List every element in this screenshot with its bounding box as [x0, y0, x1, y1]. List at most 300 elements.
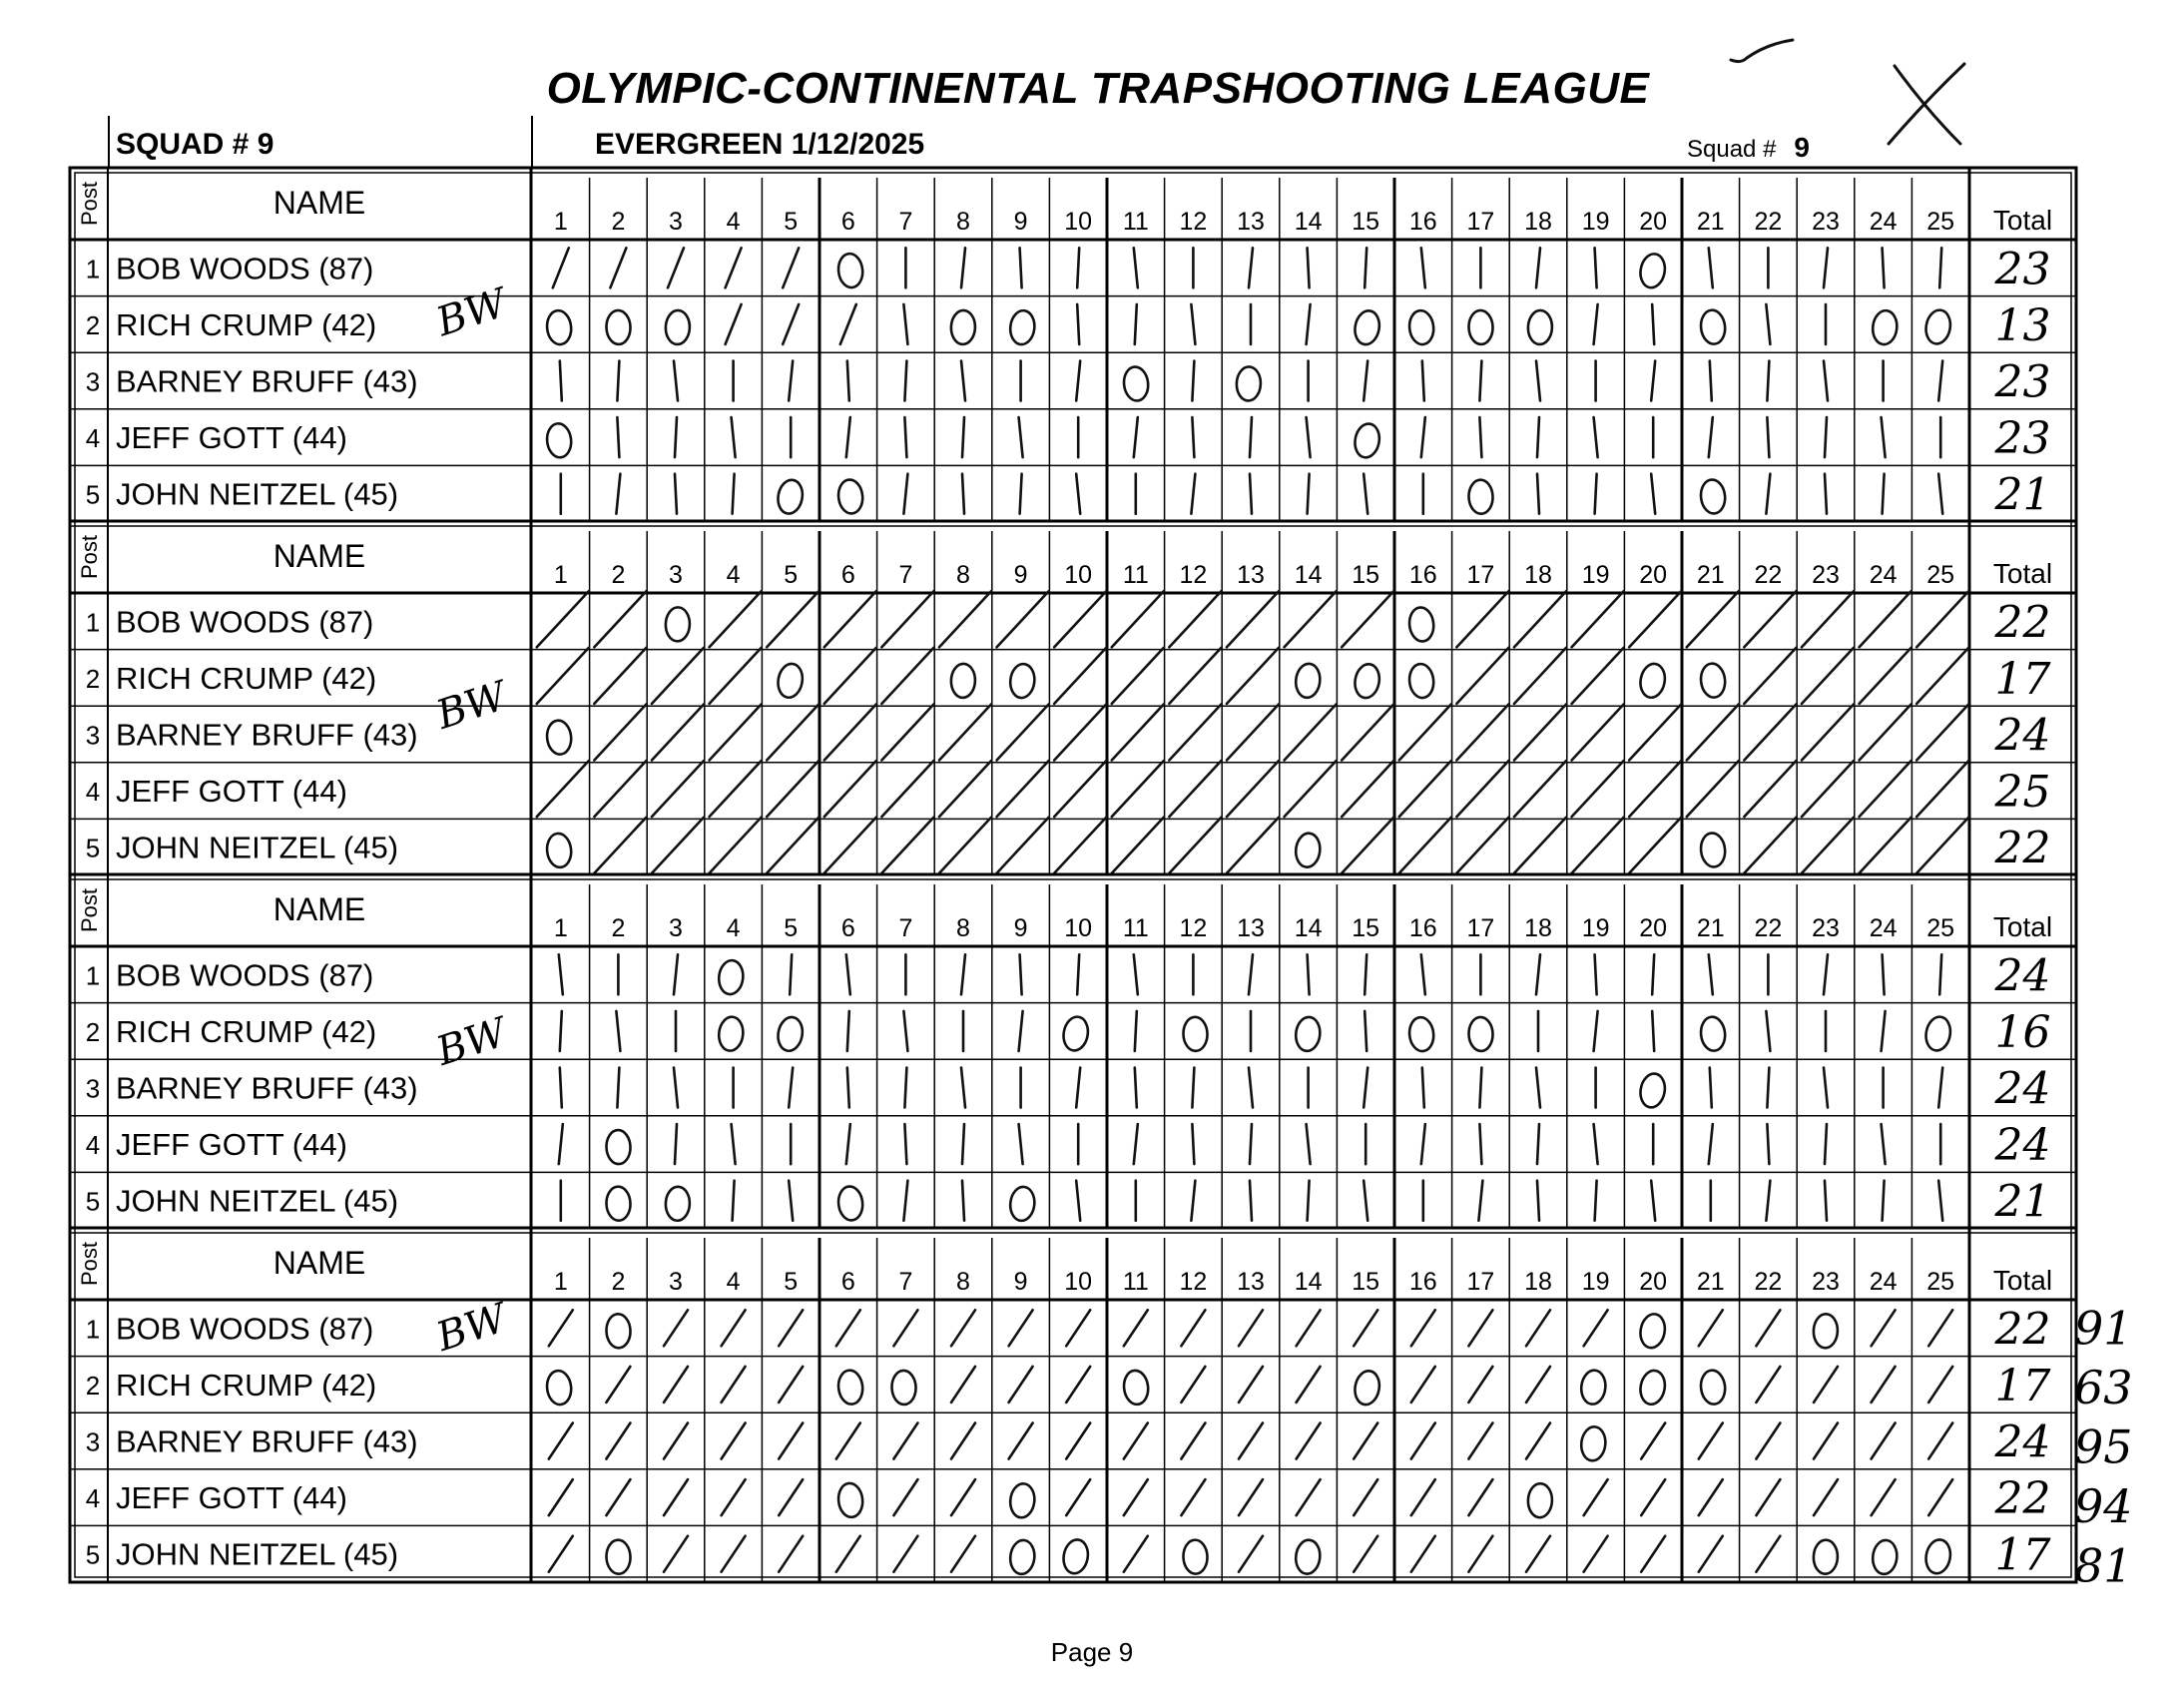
- hit-mark: [1536, 361, 1540, 401]
- name-header: NAME: [273, 538, 366, 574]
- target-number-8: 8: [956, 1268, 970, 1296]
- hit-mark: [1411, 1423, 1435, 1459]
- hit-mark: [606, 1423, 630, 1459]
- hit-mark: [1479, 1068, 1481, 1108]
- row-total: 24: [1994, 1120, 2051, 1172]
- hit-mark: [674, 954, 678, 994]
- target-number-18: 18: [1524, 1268, 1552, 1296]
- hit-mark: [1227, 705, 1279, 761]
- target-number-12: 12: [1179, 914, 1208, 942]
- hit-mark: [1916, 591, 1968, 647]
- hit-mark: [1767, 417, 1769, 457]
- hit-mark: [1066, 1479, 1090, 1515]
- hit-mark: [962, 1124, 964, 1164]
- target-number-3: 3: [669, 561, 683, 589]
- hit-mark: [1422, 1068, 1424, 1108]
- hit-mark: [1354, 1479, 1377, 1515]
- hit-mark: [1938, 474, 1942, 514]
- hit-mark: [1191, 474, 1195, 514]
- hit-mark: [1421, 417, 1425, 457]
- hit-mark: [664, 1479, 688, 1515]
- hit-mark: [1239, 1423, 1263, 1459]
- target-number-10: 10: [1064, 561, 1093, 589]
- post-number: 4: [85, 423, 101, 454]
- hit-mark: [1250, 1124, 1252, 1164]
- miss-mark: [1295, 663, 1322, 699]
- shooter-name: BOB WOODS (87): [116, 604, 374, 640]
- hit-mark: [1641, 1479, 1665, 1515]
- post-number: 2: [85, 1370, 101, 1401]
- target-number-13: 13: [1237, 208, 1265, 236]
- hit-mark: [1365, 954, 1366, 994]
- hit-mark: [836, 1423, 860, 1459]
- target-number-20: 20: [1639, 208, 1668, 236]
- hit-mark: [594, 648, 646, 704]
- miss-mark: [1353, 308, 1382, 346]
- target-number-6: 6: [840, 561, 855, 589]
- target-number-22: 22: [1754, 914, 1783, 942]
- target-number-19: 19: [1581, 561, 1610, 589]
- hit-mark: [1285, 591, 1337, 647]
- hit-mark: [1249, 954, 1253, 994]
- miss-mark: [1009, 1482, 1036, 1518]
- hit-mark: [1860, 591, 1911, 647]
- target-number-7: 7: [898, 914, 913, 942]
- hit-mark: [1134, 1124, 1138, 1164]
- hit-mark: [674, 1068, 678, 1108]
- hit-mark: [1883, 474, 1885, 514]
- hit-mark: [962, 1181, 964, 1221]
- target-number-22: 22: [1754, 1268, 1783, 1296]
- target-number-20: 20: [1639, 914, 1668, 942]
- miss-mark: [545, 1370, 572, 1406]
- hit-mark: [1124, 1536, 1148, 1572]
- target-number-14: 14: [1294, 914, 1323, 942]
- hit-mark: [1928, 1479, 1952, 1515]
- hit-mark: [1709, 417, 1713, 457]
- target-number-7: 7: [898, 561, 913, 589]
- hit-mark: [1629, 761, 1681, 817]
- target-number-10: 10: [1064, 1268, 1093, 1296]
- hit-mark: [1687, 705, 1739, 761]
- hit-mark: [652, 761, 704, 817]
- miss-mark: [1009, 309, 1036, 345]
- row-total: 23: [1994, 413, 2051, 465]
- hit-mark: [1514, 705, 1566, 761]
- hit-mark: [610, 248, 626, 287]
- hit-mark: [1526, 1310, 1550, 1346]
- hit-mark: [789, 1068, 793, 1108]
- hit-mark: [664, 1536, 688, 1572]
- hit-mark: [939, 591, 991, 647]
- miss-mark: [1122, 365, 1149, 401]
- hit-mark: [1181, 1310, 1205, 1346]
- miss-mark: [1061, 1015, 1091, 1053]
- hit-mark: [1076, 361, 1080, 401]
- row-total: 23: [1994, 244, 2051, 295]
- miss-mark: [836, 1185, 863, 1221]
- target-number-11: 11: [1122, 208, 1149, 236]
- post-header: Post: [77, 534, 102, 580]
- target-number-6: 6: [840, 914, 855, 942]
- miss-mark: [718, 959, 745, 995]
- hit-mark: [997, 705, 1049, 761]
- miss-mark: [1236, 366, 1261, 401]
- miss-mark: [1061, 1537, 1091, 1575]
- hit-mark: [1192, 417, 1194, 457]
- hit-mark: [824, 648, 876, 704]
- hit-mark: [1744, 591, 1796, 647]
- hit-mark: [1364, 1181, 1367, 1221]
- hit-mark: [1938, 1181, 1942, 1221]
- hit-mark: [1916, 761, 1968, 817]
- hit-mark: [1572, 648, 1624, 704]
- hit-mark: [903, 304, 907, 344]
- target-number-16: 16: [1408, 914, 1437, 942]
- hit-mark: [1342, 591, 1393, 647]
- hit-mark: [1134, 248, 1138, 287]
- hit-mark: [1250, 1181, 1252, 1221]
- league-title: OLYMPIC-CONTINENTAL TRAPSHOOTING LEAGUE: [546, 64, 1650, 113]
- miss-mark: [1923, 308, 1953, 346]
- total-header: Total: [1992, 911, 2053, 942]
- hit-mark: [733, 1181, 735, 1221]
- hit-mark: [893, 1310, 917, 1346]
- post-number: 5: [85, 1539, 101, 1570]
- target-number-2: 2: [611, 561, 626, 589]
- hit-mark: [783, 248, 799, 287]
- hit-mark: [1526, 1367, 1550, 1403]
- post-number: 4: [85, 1130, 101, 1161]
- hit-mark: [1928, 1310, 1952, 1346]
- miss-mark: [1407, 663, 1434, 699]
- target-number-19: 19: [1581, 208, 1610, 236]
- grand-total: 63: [2074, 1360, 2133, 1414]
- miss-mark: [1638, 1072, 1668, 1110]
- miss-mark: [836, 1370, 863, 1406]
- miss-mark: [606, 1186, 631, 1221]
- target-number-3: 3: [669, 914, 683, 942]
- hit-mark: [1456, 818, 1508, 873]
- hit-mark: [1825, 1124, 1827, 1164]
- hit-mark: [790, 954, 792, 994]
- hit-mark: [1744, 705, 1796, 761]
- hit-mark: [1872, 1479, 1896, 1515]
- hit-mark: [1076, 474, 1080, 514]
- miss-mark: [836, 1482, 863, 1518]
- post-number: 4: [85, 1483, 101, 1514]
- hit-mark: [1767, 361, 1769, 401]
- hit-mark: [1536, 954, 1540, 994]
- hit-mark: [881, 761, 933, 817]
- hit-mark: [1479, 361, 1481, 401]
- hit-mark: [1134, 417, 1138, 457]
- hit-mark: [1825, 1181, 1827, 1221]
- miss-mark: [1638, 252, 1668, 289]
- target-number-25: 25: [1926, 1268, 1955, 1296]
- hit-mark: [846, 954, 850, 994]
- hit-mark: [1537, 417, 1539, 457]
- hit-mark: [1009, 1423, 1033, 1459]
- hit-mark: [1883, 1181, 1885, 1221]
- row-total: 16: [1994, 1006, 2051, 1058]
- target-number-21: 21: [1696, 208, 1725, 236]
- hit-mark: [1399, 818, 1451, 873]
- hit-mark: [1365, 1011, 1366, 1051]
- hit-mark: [903, 474, 907, 514]
- hit-mark: [1572, 705, 1624, 761]
- hit-mark: [1938, 1068, 1942, 1108]
- hit-mark: [1077, 248, 1079, 287]
- target-number-8: 8: [956, 208, 970, 236]
- hit-mark: [961, 1068, 965, 1108]
- target-number-7: 7: [898, 1268, 913, 1296]
- miss-mark: [950, 309, 975, 344]
- hit-mark: [1342, 761, 1393, 817]
- miss-mark: [1295, 833, 1322, 868]
- hit-mark: [1916, 705, 1968, 761]
- hit-mark: [1824, 954, 1828, 994]
- hit-mark: [549, 1536, 573, 1572]
- hit-mark: [1651, 361, 1655, 401]
- hit-mark: [1399, 705, 1451, 761]
- hit-mark: [675, 417, 677, 457]
- hit-mark: [606, 1367, 630, 1403]
- miss-mark: [1638, 1312, 1668, 1350]
- hit-mark: [1802, 648, 1854, 704]
- hit-mark: [1744, 648, 1796, 704]
- target-number-9: 9: [1013, 1268, 1028, 1296]
- target-number-12: 12: [1179, 1268, 1208, 1296]
- hit-mark: [1514, 818, 1566, 873]
- target-number-12: 12: [1179, 208, 1208, 236]
- hit-mark: [779, 1367, 803, 1403]
- row-total: 24: [1994, 1063, 2051, 1115]
- target-number-14: 14: [1294, 1268, 1323, 1296]
- hit-mark: [951, 1367, 975, 1403]
- post-number: 2: [85, 663, 101, 694]
- hit-mark: [1456, 591, 1508, 647]
- hit-mark: [1709, 954, 1713, 994]
- hit-mark: [1411, 1536, 1435, 1572]
- hit-mark: [710, 648, 762, 704]
- hit-mark: [1297, 1310, 1321, 1346]
- hit-mark: [1112, 705, 1164, 761]
- hit-mark: [1135, 304, 1137, 344]
- hit-mark: [1939, 954, 1941, 994]
- hit-mark: [1584, 1310, 1608, 1346]
- hit-mark: [1285, 761, 1337, 817]
- grand-total: 95: [2074, 1419, 2133, 1474]
- hit-mark: [1537, 474, 1539, 514]
- miss-mark: [545, 833, 572, 868]
- hit-mark: [789, 361, 793, 401]
- shooter-name: JEFF GOTT (44): [116, 420, 347, 456]
- hit-mark: [726, 248, 742, 287]
- row-total: 17: [1994, 1529, 2051, 1581]
- name-header: NAME: [273, 185, 366, 221]
- row-total: 22: [1994, 1304, 2051, 1356]
- target-number-21: 21: [1696, 1268, 1725, 1296]
- target-number-25: 25: [1926, 208, 1955, 236]
- hit-mark: [1478, 1181, 1482, 1221]
- hit-mark: [904, 361, 906, 401]
- hit-mark: [847, 361, 849, 401]
- row-total: 21: [1994, 469, 2051, 521]
- hit-mark: [668, 248, 684, 287]
- hit-mark: [1709, 1124, 1713, 1164]
- post-number: 3: [85, 1073, 101, 1104]
- shooter-name: JEFF GOTT (44): [116, 1127, 347, 1163]
- hit-mark: [732, 1124, 736, 1164]
- hit-mark: [1709, 248, 1713, 287]
- hit-mark: [1641, 1536, 1665, 1572]
- hit-mark: [560, 1011, 562, 1051]
- hit-mark: [1594, 417, 1598, 457]
- miss-mark: [1009, 1186, 1036, 1222]
- miss-mark: [836, 478, 863, 514]
- target-number-23: 23: [1812, 1268, 1840, 1296]
- hit-mark: [1595, 1181, 1597, 1221]
- hit-mark: [1536, 1068, 1540, 1108]
- hit-mark: [1824, 361, 1828, 401]
- miss-mark: [776, 662, 806, 700]
- hit-mark: [767, 818, 819, 873]
- hit-mark: [904, 417, 906, 457]
- hit-mark: [1456, 705, 1508, 761]
- target-number-9: 9: [1013, 208, 1028, 236]
- hit-mark: [1883, 954, 1885, 994]
- hit-mark: [1514, 648, 1566, 704]
- hit-mark: [1883, 248, 1885, 287]
- miss-mark: [1468, 479, 1493, 514]
- row-total: 22: [1994, 1473, 2051, 1525]
- hit-mark: [1595, 954, 1597, 994]
- hit-mark: [1009, 1367, 1033, 1403]
- hit-mark: [1411, 1479, 1435, 1515]
- hit-mark: [537, 648, 589, 704]
- hit-mark: [1308, 1181, 1310, 1221]
- hit-mark: [1652, 954, 1654, 994]
- hit-mark: [824, 705, 876, 761]
- squad-label: SQUAD # 9: [116, 128, 274, 161]
- hit-mark: [881, 648, 933, 704]
- hit-mark: [767, 591, 819, 647]
- target-number-6: 6: [840, 1268, 855, 1296]
- hit-mark: [1479, 1124, 1481, 1164]
- hit-mark: [1595, 248, 1597, 287]
- hit-mark: [1802, 591, 1854, 647]
- hit-mark: [1112, 761, 1164, 817]
- hit-mark: [1938, 361, 1942, 401]
- target-number-5: 5: [784, 914, 799, 942]
- hit-mark: [1169, 761, 1221, 817]
- target-number-24: 24: [1869, 208, 1898, 236]
- post-number: 1: [85, 960, 101, 991]
- hit-mark: [881, 705, 933, 761]
- hit-mark: [1584, 1536, 1608, 1572]
- miss-mark: [1699, 309, 1726, 345]
- target-number-13: 13: [1237, 1268, 1265, 1296]
- hit-mark: [1766, 1181, 1770, 1221]
- hit-mark: [779, 1423, 803, 1459]
- hit-mark: [1537, 1124, 1539, 1164]
- hit-mark: [1468, 1479, 1492, 1515]
- shooter-name: JOHN NEITZEL (45): [116, 1183, 399, 1219]
- hit-mark: [1066, 1423, 1090, 1459]
- hit-mark: [951, 1479, 975, 1515]
- hit-mark: [1572, 818, 1624, 873]
- target-number-22: 22: [1754, 208, 1783, 236]
- hit-mark: [1536, 248, 1540, 287]
- hit-mark: [767, 761, 819, 817]
- hit-mark: [1767, 1124, 1769, 1164]
- hit-mark: [559, 1124, 563, 1164]
- target-number-16: 16: [1408, 561, 1437, 589]
- hit-mark: [1169, 648, 1221, 704]
- referee-initials: BW: [430, 280, 513, 346]
- hit-mark: [1572, 761, 1624, 817]
- hit-mark: [997, 818, 1049, 873]
- miss-mark: [1699, 1370, 1726, 1406]
- miss-mark: [1699, 832, 1726, 867]
- hit-mark: [904, 1124, 906, 1164]
- miss-mark: [1468, 309, 1493, 344]
- hit-mark: [594, 705, 646, 761]
- miss-mark: [1468, 1016, 1493, 1051]
- hit-mark: [1227, 648, 1279, 704]
- hit-mark: [549, 1479, 573, 1515]
- hit-mark: [1066, 1367, 1090, 1403]
- hit-mark: [939, 761, 991, 817]
- hit-mark: [1364, 474, 1367, 514]
- hit-mark: [1181, 1479, 1205, 1515]
- miss-mark: [1699, 663, 1726, 699]
- hit-mark: [675, 474, 677, 514]
- shooter-name: BOB WOODS (87): [116, 1311, 374, 1347]
- miss-mark: [545, 720, 572, 756]
- hit-mark: [617, 361, 619, 401]
- miss-mark: [606, 1130, 631, 1165]
- hit-mark: [1411, 1367, 1435, 1403]
- hit-mark: [881, 591, 933, 647]
- miss-mark: [1527, 1483, 1552, 1518]
- miss-mark: [1813, 1539, 1838, 1574]
- target-number-5: 5: [784, 1268, 799, 1296]
- hit-mark: [549, 1423, 573, 1459]
- post-header: Post: [77, 1241, 102, 1287]
- hit-mark: [594, 761, 646, 817]
- miss-mark: [1580, 1425, 1607, 1461]
- hit-mark: [537, 761, 589, 817]
- miss-mark: [1638, 662, 1668, 700]
- hit-mark: [1124, 1423, 1148, 1459]
- hit-mark: [1479, 417, 1481, 457]
- hit-mark: [553, 248, 569, 287]
- target-number-15: 15: [1352, 1268, 1380, 1296]
- target-number-20: 20: [1639, 561, 1668, 589]
- miss-mark: [606, 1314, 631, 1349]
- hit-mark: [617, 417, 619, 457]
- hit-mark: [1066, 1310, 1090, 1346]
- hit-mark: [789, 1181, 793, 1221]
- hit-mark: [1814, 1479, 1838, 1515]
- hit-mark: [1456, 761, 1508, 817]
- row-total: 17: [1994, 653, 2051, 705]
- target-number-16: 16: [1408, 208, 1437, 236]
- target-number-17: 17: [1466, 914, 1495, 942]
- hit-mark: [594, 591, 646, 647]
